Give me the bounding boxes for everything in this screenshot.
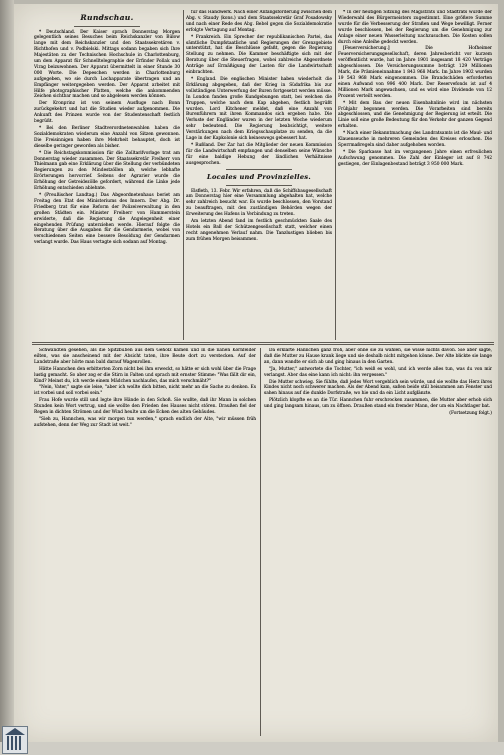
article-paragraph: * Die Sparkasse hat im vergangenen Jahre einen erfreulichen Aufschwung genommen. Die Zahl der Einleger ist auf 8 742 gestiegen, der Einlagenbestand beträgt 3 950 000 Mark. [338,149,492,167]
column-1 [34,10,180,340]
column-rule [260,348,261,736]
article-paragraph: * Bei den Berliner Stadtverordnetenwahlen haben die Sozialdemokraten wiederum eine Anzahl von Sitzen gewonnen. Die Freisinnigen haben ihre Mehrheit behauptet, doch ist dieselbe geringer geworden als bisher. [34,126,180,149]
heading-divider [74,26,140,27]
story-paragraph: "Nein, Vater," sagte sie leise, "aber ich wollte dich bitten, nicht mehr an die Sache zu denken. Es ist vorbei und soll vorbei sein." [34,385,256,397]
newspaper-page [14,4,498,742]
column-2 [186,10,332,340]
story-paragraph: Schwandten gesehen, als die Spitzbuben aus dem Gehölz kamen und in die nahen Kornfelder eilten, was sie anscheinend mit der Absicht taten, ihre Beute dort zu verstecken. Auf der Landstraße aber hörte man bald darauf Wagenrollen. [34,348,256,365]
section-divider [226,169,292,170]
section-heading-locales: Locales und Provinzielles. [207,173,311,182]
article-paragraph: * Rußland. Der Zar hat die Mitglieder der neuen Kommission für die Landwirtschaft empfangen und denselben seine Wünsche für eine baldige Hebung der ländlichen Verhältnisse ausgesprochen. [186,142,332,166]
article-paragraph: [Feuerversicherung.] Die Hofheimer Feuerversicherungsgesellschaft, deren Jahresbericht vor kurzem veröffentlicht wurde, hat im Jahre 1901 insgesamt 18 420 Verträge abgeschlossen. Die Versicherungssumme beträgt 129 Millionen Mark, die Prämieneinnahme 1 843 968 Mark. Im Jahre 1902 wurden 19 543 968 Mark eingenommen. Die Brandschäden erforderten einen Aufwand von 996 400 Mark. Der Reservefonds ist auf 4 Millionen Mark angewachsen, und es wird eine Dividende von 12 Prozent verteilt werden. [338,46,492,99]
story-paragraph: "Sieh zu, Hannchen, was wir morgen tun werden," sprach endlich der Alte, "wir müssen früh aufstehen, denn der Weg zur Stadt ist weit." [34,416,256,428]
article-paragraph: Am letzten Abend fand im festlich geschmückten Saale des Hotels ein Ball der Schützengesellschaft statt, welcher einen recht angenehmen Verlauf nahm. Die Tanzlustigen blieben bis zum frühen Morgen beisammen. [186,219,332,242]
building-roof-icon [5,728,25,735]
scan-edge-bottom [0,742,504,755]
article-paragraph: * England. Die englischen Minister haben wiederholt die Erklärung abgegeben, daß der Krieg in Südafrika bis zur vollständigen Unterwerfung der Buren fortgesetzt werden müsse. In London fanden große Kundgebungen statt, bei welchen die Truppen, welche nach dem Kap abgehen, festlich begrüßt wurden. Lord Kitchener meldet, daß eine Anzahl von Burenführern mit ihren Kommandos sich ergeben habe. Die Verluste der Engländer waren in der letzten Woche wiederum sehr bedeutend. Die Regierung beabsichtigt, weitere Verstärkungen nach dem Kriegsschauplatze zu senden, da die Lage in der Kapkolonie sich keineswegs gebessert hat. [186,76,332,142]
story-paragraph: "Ja, Mutter," antwortete die Tochter, "ich weiß es wohl, und ich werde alles tun, was du von mir verlangst. Aber das eine kann ich nicht: ihn vergessen." [264,366,492,378]
article-paragraph: * In der heutigen Sitzung des Magistrats und Stadtrats wurde der Wiederwahl des Bürgermeisters zugestimmt. Eine größere Summe wurde für die Verbesserung der Straßen und Wege bewilligt. Ferner wurde beschlossen, bei der Regierung um die Genehmigung zur Anlage einer neuen Wasserleitung nachzusuchen. Die Kosten sollen durch eine Anleihe gedeckt werden. [338,10,492,45]
article-paragraph: für das Handwerk. Nach einer Anfangsforderung zwischen dem Abg. v. Staudy (kons.) und dem Staatssekretär Graf Posadowsky und nach einer Rede des Abg. Bebel gegen die Sozialdemokratie erfolgte Vertagung auf Montag. [186,10,332,33]
feuilleton-column-2 [264,348,492,736]
article-paragraph: * Die Reichstagskommission für die Zolltarifvorlage trat am Donnerstag wieder zusammen. Der Staatssekretär Freiherr von Thielmann gab eine Erklärung über die Stellung der verbündeten Regierungen zu den Mindestzöllen ab, welche lebhafte Erörterungen hervorrief. Seitens der Agrarier wurde die Erhöhung der Getreidezölle gefordert, während die Linke jede Erhöhung entschieden ablehnte. [34,150,180,192]
heading-divider [226,185,292,186]
article-paragraph: Elsfleth, 13. Febr. Wir erfahren, daß die Schiffsbaugesellschaft am Donnerstag hier eine Versammlung abgehalten hat, welche sehr zahlreich besucht war. Es wurde beschlossen, den Vorstand zu beauftragen, mit den zuständigen Behörden wegen der Erweiterung des Hafens in Verbindung zu treten. [186,188,332,218]
building-columns-icon [7,736,23,750]
article-paragraph: * Deutschland. Der Kaiser sprach Donnerstag Morgen gelegentlich seines Besuches beim Reichskanzler von Bülow lange mit dem Reichskanzler und den Staatssekretären v. Richthofen und v. Podbielski. Mittags sodann begaben sich Ihre Majestäten zu der Technischen Hochschule in Charlottenburg, um dem Apparat für Schnelltelegraphie der Erfinder Pollak und Virag beizuwohnen. Der Apparat übermittelt in einer Stunde 30 000 Worte. Die Depeschen werden in Charlottenburg aufgegeben, wo sie durch Lochapparate übertragen und an Empfänger weitergegeben werden. Der Apparat arbeitet mit Hilfe photographischer Platten, welche die ankommenden Zeichen sichtbar machen und so abgelesen werden können. [34,29,180,100]
library-stamp-icon [2,726,28,754]
feuilleton-rule [32,344,494,345]
column-rule [183,10,184,340]
story-paragraph: Frau Hofe wurde still und legte ihre Hände in den Schoß. Sie wußte, daß ihr Mann in solchen Stunden kein Wort vertrug, und sie wollte den Frieden des Hauses nicht stören. Draußen fiel der Regen in dichten Strömen und der Wind heulte um die Ecken des alten Gebäudes. [34,398,256,416]
section-heading-rundschau: Rundschau. [80,13,134,22]
feuilleton-column-1 [34,348,256,736]
article-paragraph: * Frankreich. Ein Sprecher der republikanischen Partei, das sämtliche Dumpfstaatliche und Regierungen der Grenzgebiete unterstützt, hat die Beschlüsse gefaßt, gegen die Regierung Stellung zu nehmen. Die Kammer beschäftigte sich mit der Beratung über die Steuerfragen, wobei zahlreiche Abgeordnete Anträge auf Ermäßigung der Lasten für die Landwirtschaft einbrachten. [186,34,332,76]
article-paragraph: * Mit dem Bau der neuen Eisenbahnlinie wird im nächsten Frühjahr begonnen werden. Die Vorarbeiten sind bereits abgeschlossen, und die Genehmigung der Regierung ist erteilt. Die Linie soll eine große Bedeutung für den Verkehr der ganzen Gegend erhalten. [338,100,492,130]
story-paragraph: Hätte Hannchen den erbitterten Zorn nicht bei ihm erweckt, so hätte er sich wohl über die Frage lustig gemacht. So aber zog er die Stirn in Falten und sprach mit ernster Stimme: "Was fällt dir ein, Kind? Meinst du, ich werde einem Mädchen nachlaufen, das mich verschmäht?" [34,366,256,384]
article-paragraph: Der Kronprinz ist von seinem Ausfluge nach Bonn zurückgekehrt und hat die Studien wieder aufgenommen. Die Ankunft des Prinzen wurde von der Studentenschaft festlich begrüßt. [34,101,180,125]
column-3 [338,10,492,340]
story-paragraph: Da erklärte Hannchen ganz froh, aber ohne sie zu wählen, sie wisse nichts davon. Sie aber sagte, daß die Mutter zu Hause krank liege und sie deshalb nicht mitgehen könne. Der Alte blickte sie lange an, dann wandte er sich ab und ging hinaus in den Garten. [264,348,492,365]
article-paragraph: * (Preußischer Landtag.) Das Abgeordnetenhaus beriet am Freitag den Etat des Ministeriums des Innern. Der Abg. Dr. Friedberg trat für eine Reform der Polizeiverwaltung in den großen Städten ein. Minister Freiherr von Hammerstein erwiderte, daß die Regierung die Angelegenheit einer eingehenden Prüfung unterziehen werde. Hierauf folgte die Beratung über die Ausgaben für die Gendarmerie, wobei von verschiedenen Seiten eine bessere Besoldung der Gendarmen verlangt wurde. Das Haus vertagte sich sodann auf Montag. [34,192,180,246]
story-continuation-note: (Fortsetzung folgt.) [449,411,492,417]
story-paragraph: Die Mutter schwieg. Sie fühlte, daß jedes Wort vergeblich sein würde, und sie wollte das Herz ihres Kindes nicht noch schwerer machen. Als der Abend kam, saßen beide still beisammen am Fenster und sahen hinaus auf die dunkle Dorfstraße, wo hie und da ein Licht aufglänzte. [264,379,492,397]
scan-edge-left [0,0,14,755]
column-rule [335,10,336,340]
story-paragraph: Plötzlich klopfte es an die Tür. Hannchen fuhr erschrocken zusammen, die Mutter aber erhob sich und ging langsam hinaus, um zu öffnen. Draußen stand ein fremder Mann, der um ein Nachtlager bat. [264,398,492,410]
feuilleton-rule [32,342,494,343]
article-paragraph: * Nach einer Bekanntmachung des Landratsamts ist die Maul- und Klauenseuche in mehreren Gemeinden des Kreises erloschen. Die Sperrmaßregeln sind daher aufgehoben worden. [338,131,492,148]
